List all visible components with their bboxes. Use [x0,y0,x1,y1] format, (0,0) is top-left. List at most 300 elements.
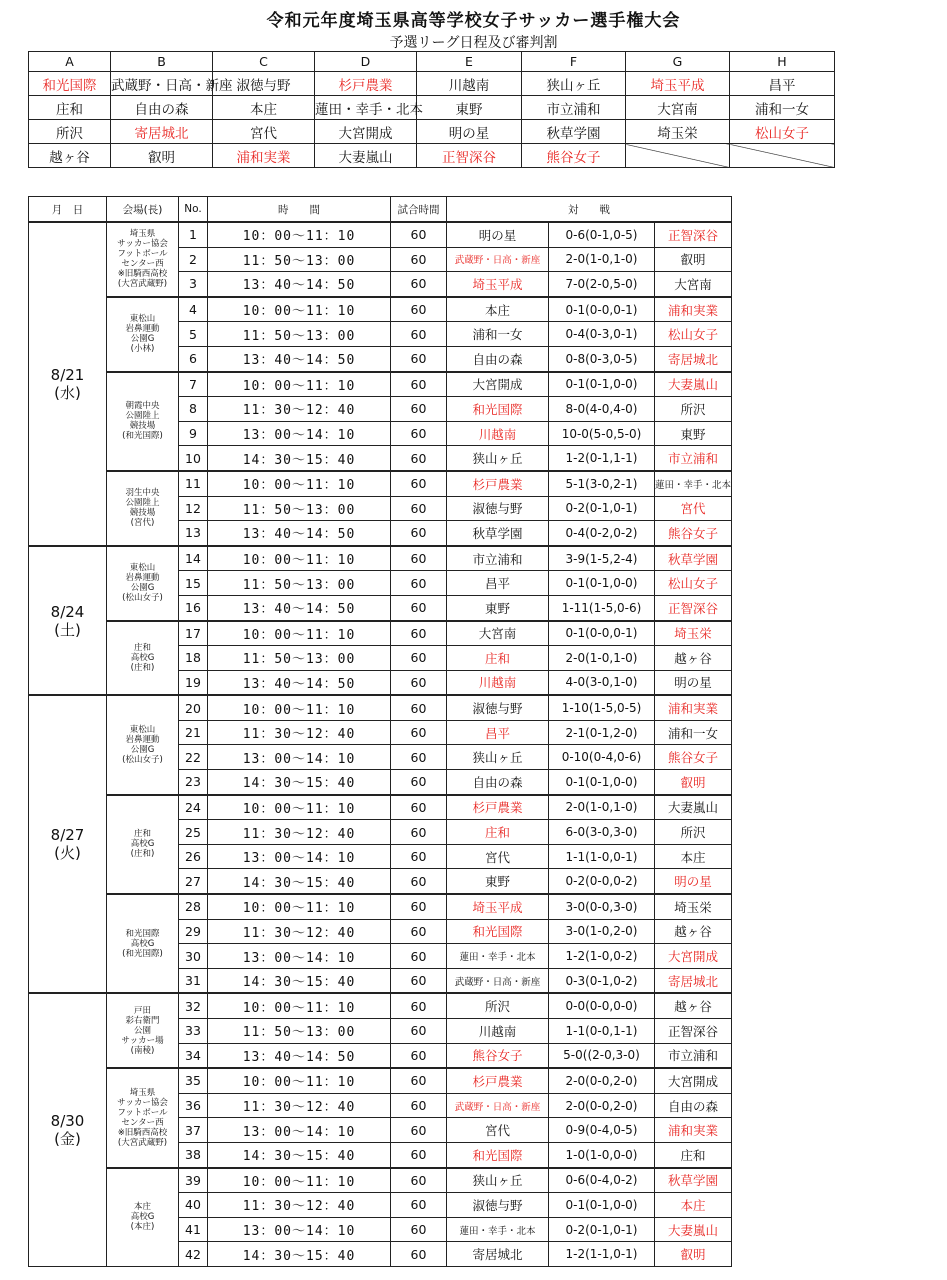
match-row [29,795,732,820]
home-team: 庄和 [447,646,549,671]
match-time: 13：40～14：50 [208,670,391,695]
away-team: 正智深谷 [655,595,732,620]
venue-name [107,695,179,794]
match-duration: 60 [391,521,447,546]
venue-line: 公園陸上 [125,498,160,509]
date-label: 8/24 [50,602,85,621]
match-number: 1 [179,222,208,247]
venue-line: (和光国際) [122,948,163,959]
match-row [29,621,732,646]
match-duration: 60 [391,646,447,671]
match-duration: 60 [391,397,447,422]
match-duration: 60 [391,1043,447,1068]
venue-line: 競技場 [129,508,156,519]
home-team: 浦和一女 [447,322,549,347]
match-row [29,1168,732,1193]
header-match: 対 戦 [447,197,732,223]
match-duration: 60 [391,993,447,1018]
weekday-label: (火) [54,844,81,863]
away-team: 浦和実業 [655,1118,732,1143]
group-header-row [29,52,835,72]
home-team: 大宮南 [447,621,549,646]
match-duration: 60 [391,1168,447,1193]
match-time: 13：00～14：10 [208,421,391,446]
match-score: 0-9(0-4,0-5) [549,1118,655,1143]
group-team: 大宮開成 [315,120,417,144]
venue-line: フットボール [117,249,168,260]
match-score: 0-6(0-1,0-5) [549,222,655,247]
match-score: 0-3(0-1,0-2) [549,968,655,993]
venue-name [107,993,179,1068]
venue-line: (本庄) [130,1222,155,1233]
match-number: 13 [179,521,208,546]
away-team: 大宮南 [655,272,732,297]
home-team: 東野 [447,595,549,620]
match-duration: 60 [391,919,447,944]
match-duration: 60 [391,1217,447,1242]
venue-line: 本庄 [133,1202,151,1213]
venue-name [107,297,179,372]
match-time: 13：40～14：50 [208,521,391,546]
home-team: 所沢 [447,993,549,1018]
match-number: 6 [179,346,208,371]
venue-line: センター西 [121,1117,164,1128]
group-team: 蓮田・幸手・北本 [315,96,417,120]
home-team: 東野 [447,869,549,894]
home-team: 川越南 [447,421,549,446]
match-duration: 60 [391,322,447,347]
away-team: 市立浦和 [655,1043,732,1068]
weekday-label: (水) [54,383,81,402]
away-team: 浦和実業 [655,695,732,720]
home-team: 寄居城北 [447,1242,549,1267]
match-score: 0-10(0-4,0-6) [549,745,655,770]
away-team: 大妻嵐山 [655,795,732,820]
away-team: 所沢 [655,820,732,845]
match-score: 2-0(0-0,2-0) [549,1068,655,1093]
home-team: 宮代 [447,1118,549,1143]
header-venue: 会場(長) [107,197,179,223]
home-team: 淑徳与野 [447,1193,549,1218]
match-number: 8 [179,397,208,422]
home-team: 熊谷女子 [447,1043,549,1068]
group-table [28,51,835,168]
match-row [29,546,732,571]
match-duration: 60 [391,670,447,695]
venue-line: 埼玉県 [129,229,156,240]
match-number: 33 [179,1019,208,1044]
match-score: 2-1(0-1,2-0) [549,720,655,745]
venue-name [107,795,179,894]
group-row [29,96,835,120]
group-row [29,120,835,144]
match-time: 10：00～11：10 [208,695,391,720]
match-duration: 60 [391,247,447,272]
venue-line: 庄和 [133,642,151,653]
match-time: 10：00～11：10 [208,894,391,919]
match-score: 1-1(1-0,0-1) [549,844,655,869]
venue-name [107,1068,179,1167]
away-team: 正智深谷 [655,1019,732,1044]
match-duration: 60 [391,720,447,745]
group-team: 市立浦和 [522,96,626,120]
match-duration: 60 [391,1242,447,1267]
away-team: 本庄 [655,844,732,869]
venue-line: 高校G [130,938,155,949]
match-score: 8-0(4-0,4-0) [549,397,655,422]
match-time: 13：40～14：50 [208,346,391,371]
match-score: 3-9(1-5,2-4) [549,546,655,571]
match-duration: 60 [391,770,447,795]
match-number: 34 [179,1043,208,1068]
match-score: 0-6(0-4,0-2) [549,1168,655,1193]
venue-name [107,894,179,993]
home-team: 蓮田・幸手・北本 [447,944,549,969]
home-team: 杉戸農業 [447,795,549,820]
venue-line: 公園G [130,334,155,345]
match-time: 11：30～12：40 [208,919,391,944]
match-time: 13：00～14：10 [208,944,391,969]
match-number: 32 [179,993,208,1018]
match-duration: 60 [391,820,447,845]
venue-line: ※旧騎西高校 [117,269,168,280]
venue-line: 高校G [130,839,155,850]
group-team: 和光国際 [29,72,111,96]
match-time: 13：00～14：10 [208,745,391,770]
venue-line: (南稜) [130,1045,155,1056]
group-team: 秋草学園 [522,120,626,144]
match-number: 39 [179,1168,208,1193]
match-number: 29 [179,919,208,944]
weekday-label: (土) [54,620,81,639]
home-team: 和光国際 [447,919,549,944]
away-team: 松山女子 [655,571,732,596]
venue-line: 公園G [130,583,155,594]
venue-line: (宮代) [130,518,155,529]
away-team: 大妻嵐山 [655,1217,732,1242]
home-team: 淑徳与野 [447,496,549,521]
away-team: 熊谷女子 [655,745,732,770]
away-team: 本庄 [655,1193,732,1218]
match-row [29,695,732,720]
venue-line: (小林) [130,344,155,355]
home-team: 本庄 [447,297,549,322]
match-duration: 60 [391,496,447,521]
group-header-e: E [417,52,522,72]
match-time: 10：00～11：10 [208,372,391,397]
home-team: 自由の森 [447,770,549,795]
venue-line: (大宮武蔵野) [117,1137,168,1148]
match-number: 4 [179,297,208,322]
venue-line: 東松山 [129,314,156,325]
match-duration: 60 [391,222,447,247]
match-time: 14：30～15：40 [208,869,391,894]
match-duration: 60 [391,844,447,869]
venue-line: 埼玉県 [129,1087,156,1098]
away-team: 庄和 [655,1142,732,1167]
match-duration: 60 [391,471,447,496]
venue-line: 戸田 [133,1005,151,1016]
match-score: 3-0(1-0,2-0) [549,919,655,944]
match-time: 11：50～13：00 [208,496,391,521]
group-team: 川越南 [417,72,522,96]
match-time: 13：00～14：10 [208,1118,391,1143]
match-duration: 60 [391,421,447,446]
venue-name [107,471,179,546]
group-team: 東野 [417,96,522,120]
match-number: 9 [179,421,208,446]
match-row [29,471,732,496]
venue-line: 庄和 [133,829,151,840]
home-team: 昌平 [447,571,549,596]
match-time: 10：00～11：10 [208,471,391,496]
match-number: 31 [179,968,208,993]
group-team: 寄居城北 [111,120,213,144]
away-team: 埼玉栄 [655,894,732,919]
away-team: 宮代 [655,496,732,521]
match-time: 11：50～13：00 [208,322,391,347]
match-duration: 60 [391,372,447,397]
group-team: 大妻嵐山 [315,144,417,168]
match-time: 11：50～13：00 [208,571,391,596]
header-time: 時 間 [208,197,391,223]
match-number: 25 [179,820,208,845]
away-team: 大妻嵐山 [655,372,732,397]
group-team: 浦和一女 [730,96,835,120]
home-team: 庄和 [447,820,549,845]
away-team: 叡明 [655,770,732,795]
group-team: 狭山ヶ丘 [522,72,626,96]
date-label: 8/27 [50,826,85,845]
match-score: 0-0(0-0,0-0) [549,993,655,1018]
home-team: 明の星 [447,222,549,247]
match-score: 4-0(3-0,1-0) [549,670,655,695]
match-score: 5-0((2-0,3-0) [549,1043,655,1068]
venue-line: センター西 [121,259,164,270]
away-team: 浦和実業 [655,297,732,322]
date-label: 8/21 [50,365,85,384]
match-time: 11：30～12：40 [208,1093,391,1118]
match-score: 2-0(1-0,1-0) [549,795,655,820]
group-team: 熊谷女子 [522,144,626,168]
away-team: 熊谷女子 [655,521,732,546]
venue-name [107,372,179,471]
group-header-c: C [213,52,315,72]
match-number: 12 [179,496,208,521]
group-team: 越ヶ谷 [29,144,111,168]
home-team: 武蔵野・日高・新座 [447,1093,549,1118]
match-duration: 60 [391,869,447,894]
match-score: 0-1(0-1,0-0) [549,372,655,397]
match-number: 3 [179,272,208,297]
match-score: 0-8(0-3,0-5) [549,346,655,371]
venue-name [107,621,179,696]
match-time: 10：00～11：10 [208,621,391,646]
venue-line: 公園 [133,1025,151,1036]
away-team: 大宮開成 [655,944,732,969]
match-score: 0-4(0-3,0-1) [549,322,655,347]
match-score: 0-2(0-1,0-1) [549,1217,655,1242]
group-header-f: F [522,52,626,72]
venue-line: 羽生中央 [125,488,160,499]
match-score: 1-10(1-5,0-5) [549,695,655,720]
match-number: 17 [179,621,208,646]
match-number: 14 [179,546,208,571]
match-duration: 60 [391,894,447,919]
match-time: 10：00～11：10 [208,1168,391,1193]
match-duration: 60 [391,795,447,820]
match-time: 14：30～15：40 [208,1142,391,1167]
away-team: 寄居城北 [655,346,732,371]
match-number: 37 [179,1118,208,1143]
match-duration: 60 [391,695,447,720]
match-date [29,695,107,993]
venue-line: ※旧騎西高校 [117,1127,168,1138]
group-team: 埼玉平成 [626,72,730,96]
match-date [29,222,107,546]
away-team: 所沢 [655,397,732,422]
away-team: 正智深谷 [655,222,732,247]
group-team: 淑徳与野 [213,72,315,96]
match-time: 13：40～14：50 [208,1043,391,1068]
match-number: 30 [179,944,208,969]
venue-line: 競技場 [129,421,156,432]
match-row [29,372,732,397]
venue-line: (松山女子) [122,593,163,604]
home-team: 自由の森 [447,346,549,371]
home-team: 和光国際 [447,1142,549,1167]
match-time: 14：30～15：40 [208,770,391,795]
venue-line: 高校G [130,652,155,663]
schedule-body [29,222,732,1266]
match-date [29,546,107,696]
away-team: 自由の森 [655,1093,732,1118]
match-time: 14：30～15：40 [208,446,391,471]
group-cell-empty [626,144,730,168]
venue-name [107,546,179,621]
match-duration: 60 [391,1019,447,1044]
match-score: 7-0(2-0,5-0) [549,272,655,297]
venue-line: 公園陸上 [125,411,160,422]
match-number: 7 [179,372,208,397]
venue-name [107,1168,179,1267]
match-number: 22 [179,745,208,770]
match-time: 13：00～14：10 [208,844,391,869]
venue-line: サッカー場 [121,1035,164,1046]
match-number: 16 [179,595,208,620]
match-duration: 60 [391,272,447,297]
home-team: 蓮田・幸手・北本 [447,1217,549,1242]
weekday-label: (金) [54,1130,81,1149]
match-time: 14：30～15：40 [208,1242,391,1267]
group-team: 本庄 [213,96,315,120]
away-team: 秋草学園 [655,1168,732,1193]
match-number: 20 [179,695,208,720]
match-score: 0-1(0-1,0-0) [549,770,655,795]
schedule-header-row [29,197,732,223]
match-score: 3-0(0-0,3-0) [549,894,655,919]
away-team: 松山女子 [655,322,732,347]
match-score: 0-1(0-0,0-1) [549,297,655,322]
match-row [29,297,732,322]
match-duration: 60 [391,745,447,770]
match-time: 10：00～11：10 [208,993,391,1018]
match-duration: 60 [391,621,447,646]
home-team: 狭山ヶ丘 [447,745,549,770]
venue-line: フットボール [117,1107,168,1118]
match-time: 13：00～14：10 [208,1217,391,1242]
venue-line: (庄和) [130,849,155,860]
match-time: 11：30～12：40 [208,1193,391,1218]
home-team: 秋草学園 [447,521,549,546]
match-date [29,993,107,1266]
away-team: 叡明 [655,1242,732,1267]
group-team: 所沢 [29,120,111,144]
match-score: 1-11(1-5,0-6) [549,595,655,620]
away-team: 越ヶ谷 [655,993,732,1018]
page-subtitle: 予選リーグ日程及び審判割 [389,35,558,51]
away-team: 秋草学園 [655,546,732,571]
date-label: 8/30 [50,1112,85,1131]
group-header-a: A [29,52,111,72]
home-team: 淑徳与野 [447,695,549,720]
match-time: 14：30～15：40 [208,968,391,993]
match-number: 36 [179,1093,208,1118]
group-header-h: H [730,52,835,72]
match-score: 1-2(1-1,0-1) [549,1242,655,1267]
group-team: 松山女子 [730,120,835,144]
venue-line: (和光国際) [122,431,163,442]
venue-line: サッカー協会 [117,1097,168,1108]
header-no: No. [179,197,208,223]
group-table-body [29,72,835,168]
away-team: 蓮田・幸手・北本 [655,471,732,496]
group-team: 叡明 [111,144,213,168]
match-number: 5 [179,322,208,347]
match-number: 28 [179,894,208,919]
match-score: 1-2(0-1,1-1) [549,446,655,471]
home-team: 杉戸農業 [447,1068,549,1093]
venue-line: 東松山 [129,563,156,574]
match-score: 0-1(0-1,0-0) [549,1193,655,1218]
match-number: 15 [179,571,208,596]
match-row [29,894,732,919]
group-header-g: G [626,52,730,72]
match-number: 35 [179,1068,208,1093]
venue-line: 岩鼻運動 [125,324,160,335]
away-team: 明の星 [655,670,732,695]
match-time: 11：50～13：00 [208,646,391,671]
match-number: 19 [179,670,208,695]
match-time: 11：30～12：40 [208,397,391,422]
away-team: 越ヶ谷 [655,646,732,671]
home-team: 宮代 [447,844,549,869]
away-team: 明の星 [655,869,732,894]
match-number: 41 [179,1217,208,1242]
home-team: 狭山ヶ丘 [447,1168,549,1193]
match-duration: 60 [391,571,447,596]
match-score: 0-1(0-0,0-1) [549,621,655,646]
match-duration: 60 [391,595,447,620]
match-score: 1-2(1-0,0-2) [549,944,655,969]
schedule-table [28,196,732,1267]
group-team: 自由の森 [111,96,213,120]
group-team: 宮代 [213,120,315,144]
match-row [29,1068,732,1093]
match-number: 10 [179,446,208,471]
match-score: 6-0(3-0,3-0) [549,820,655,845]
match-duration: 60 [391,1142,447,1167]
